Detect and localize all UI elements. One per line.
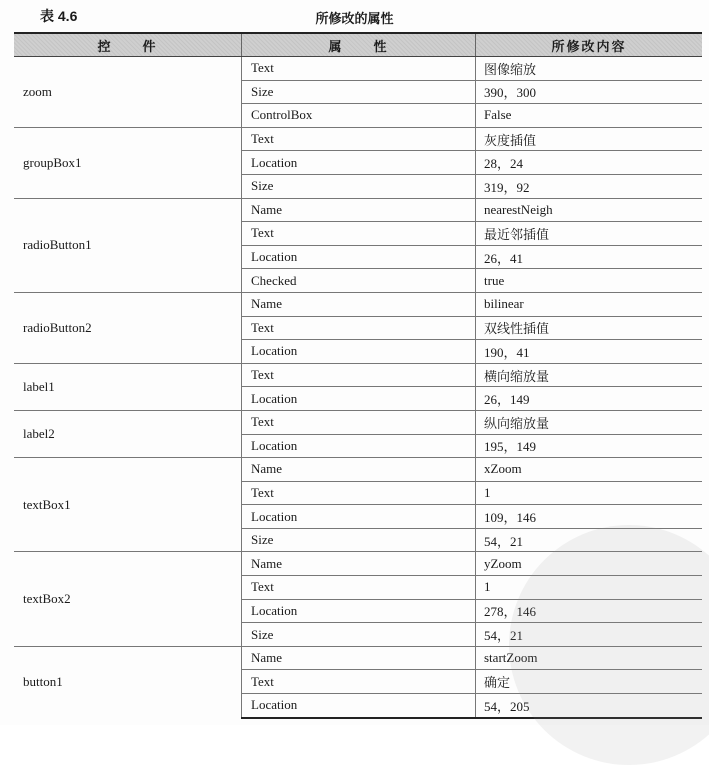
property-name-cell: Location	[242, 340, 476, 364]
control-name-cell: label1	[14, 363, 242, 410]
property-value-cell: 195，149	[476, 434, 703, 458]
table-row	[14, 292, 702, 316]
property-value-cell: 纵向缩放量	[476, 410, 703, 434]
control-name-cell: radioButton1	[14, 198, 242, 292]
property-value-cell: 双线性插值	[476, 316, 703, 340]
property-value-cell: 确定	[476, 670, 703, 694]
property-name-cell: Name	[242, 292, 476, 316]
property-value-cell: nearestNeigh	[476, 198, 703, 222]
property-value-cell: 图像缩放	[476, 57, 703, 81]
table-row	[14, 410, 702, 434]
property-name-cell: Text	[242, 222, 476, 246]
property-value-cell: startZoom	[476, 646, 703, 670]
property-name-cell: Text	[242, 481, 476, 505]
property-value-cell: 最近邻插值	[476, 222, 703, 246]
table-header-row	[14, 33, 702, 57]
column-header-value: 所修改内容	[476, 33, 703, 57]
table-row	[14, 646, 702, 670]
property-value-cell: 54，21	[476, 528, 703, 552]
column-header-control: 控 件	[14, 33, 242, 57]
property-value-cell: 横向缩放量	[476, 363, 703, 387]
property-name-cell: Text	[242, 316, 476, 340]
property-value-cell: 54，205	[476, 694, 703, 718]
property-name-cell: Text	[242, 410, 476, 434]
property-name-cell: Location	[242, 505, 476, 529]
table-row	[14, 552, 702, 576]
property-value-cell: 319，92	[476, 174, 703, 198]
property-name-cell: Size	[242, 174, 476, 198]
table-title: 所修改的属性	[315, 12, 394, 27]
property-name-cell: Location	[242, 245, 476, 269]
table-number: 表 4.6	[40, 8, 78, 24]
control-name-cell: textBox1	[14, 458, 242, 552]
property-value-cell: 278，146	[476, 599, 703, 623]
property-value-cell: 26，41	[476, 245, 703, 269]
property-value-cell: true	[476, 269, 703, 293]
property-name-cell: Size	[242, 80, 476, 104]
property-name-cell: Text	[242, 670, 476, 694]
property-name-cell: Name	[242, 458, 476, 482]
column-header-property: 属 性	[242, 33, 476, 57]
table-row	[14, 127, 702, 151]
property-name-cell: Location	[242, 599, 476, 623]
property-value-cell: 26，149	[476, 387, 703, 411]
table-row	[14, 57, 702, 81]
table-row	[14, 198, 702, 222]
property-name-cell: Text	[242, 576, 476, 600]
property-value-cell: 390，300	[476, 80, 703, 104]
property-value-cell: xZoom	[476, 458, 703, 482]
control-name-cell: groupBox1	[14, 127, 242, 198]
table-row	[14, 363, 702, 387]
property-value-cell: yZoom	[476, 552, 703, 576]
property-name-cell: Text	[242, 57, 476, 81]
property-value-cell: 1	[476, 481, 703, 505]
property-table	[14, 32, 702, 719]
property-value-cell: 1	[476, 576, 703, 600]
property-name-cell: Name	[242, 552, 476, 576]
property-name-cell: Text	[242, 363, 476, 387]
property-value-cell: 28，24	[476, 151, 703, 175]
property-name-cell: Location	[242, 434, 476, 458]
control-name-cell: zoom	[14, 57, 242, 128]
property-name-cell: ControlBox	[242, 104, 476, 128]
property-name-cell: Checked	[242, 269, 476, 293]
property-value-cell: 灰度插值	[476, 127, 703, 151]
control-name-cell: radioButton2	[14, 292, 242, 363]
control-name-cell: button1	[14, 646, 242, 717]
property-name-cell: Size	[242, 623, 476, 647]
property-value-cell: 190，41	[476, 340, 703, 364]
property-name-cell: Size	[242, 528, 476, 552]
property-name-cell: Name	[242, 646, 476, 670]
property-value-cell: bilinear	[476, 292, 703, 316]
property-name-cell: Location	[242, 694, 476, 718]
property-value-cell: 109，146	[476, 505, 703, 529]
table-row	[14, 458, 702, 482]
table-body	[14, 57, 702, 718]
control-name-cell: textBox2	[14, 552, 242, 646]
property-name-cell: Name	[242, 198, 476, 222]
property-name-cell: Location	[242, 387, 476, 411]
property-name-cell: Text	[242, 127, 476, 151]
property-value-cell: 54，21	[476, 623, 703, 647]
control-name-cell: label2	[14, 410, 242, 457]
property-name-cell: Location	[242, 151, 476, 175]
property-value-cell: False	[476, 104, 703, 128]
